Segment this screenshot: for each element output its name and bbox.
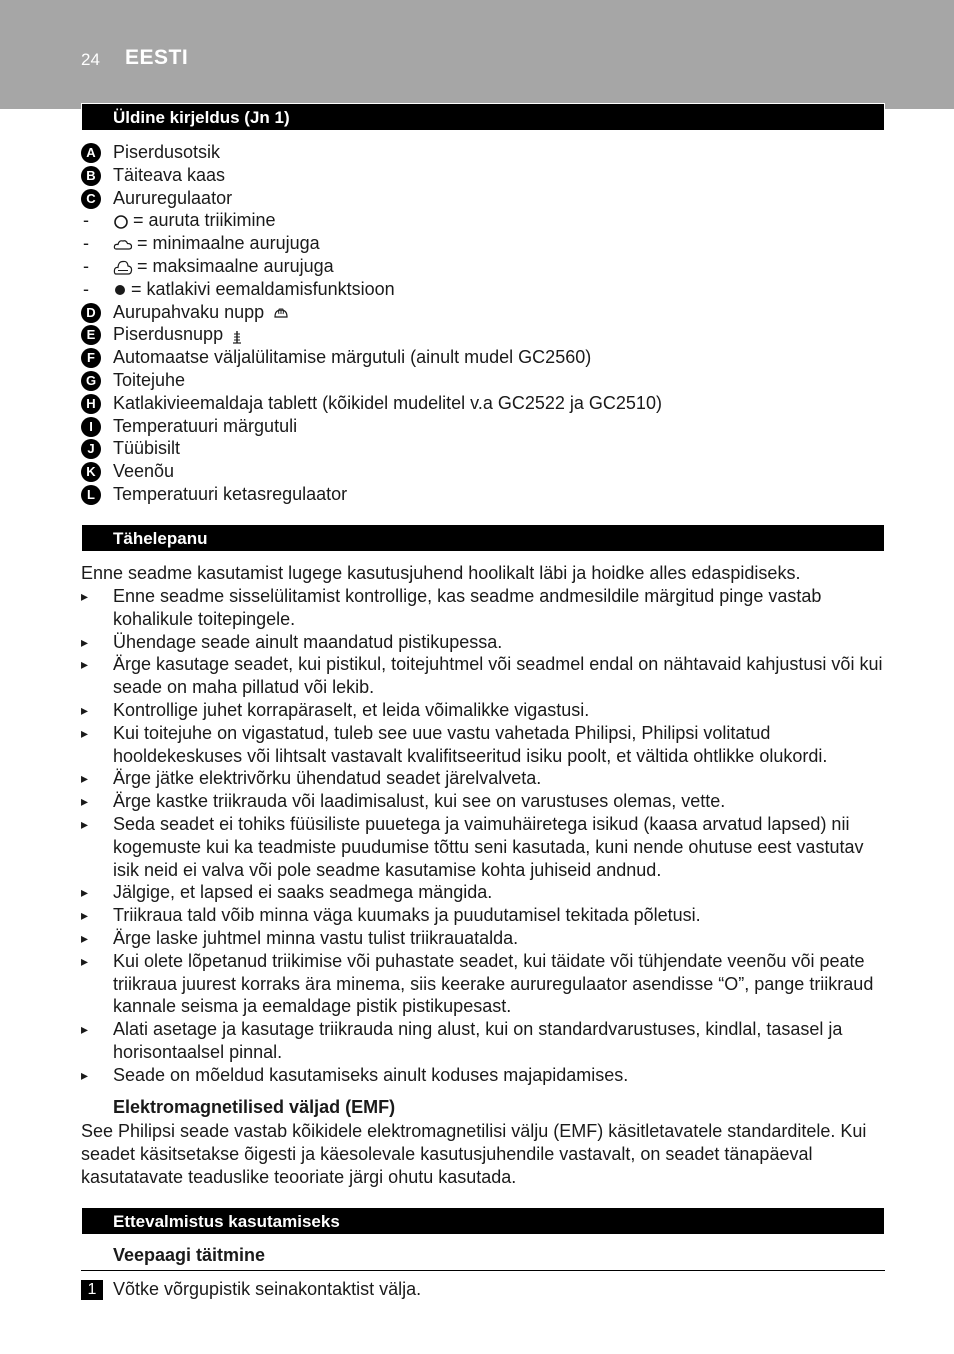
steam-shot-icon <box>273 306 289 320</box>
circle-outline-icon <box>113 214 129 230</box>
part-label: Aurupahvaku nupp <box>113 301 265 322</box>
bullet-arrow-icon: ▸ <box>81 930 89 946</box>
section-title: Tähelepanu <box>113 529 208 548</box>
emf-heading: Elektromagnetilised väljad (EMF) <box>113 1097 396 1117</box>
setting-label: = auruta triikimine <box>133 210 276 231</box>
part-marker: L <box>81 485 101 505</box>
part-marker: K <box>81 462 101 482</box>
part-label: Tüübisilt <box>113 438 181 459</box>
bullet-arrow-icon: ▸ <box>81 884 89 901</box>
bullet-arrow-icon: ▸ <box>81 588 89 604</box>
setting-label: = minimaalne aurujuga <box>137 233 320 254</box>
part-marker: D <box>81 303 101 323</box>
bullet-text: Ärge jätke elektrivõrku ühendatud seadet järelvalveta. <box>113 768 542 789</box>
small-cloud-icon <box>113 236 133 252</box>
page-header <box>0 0 954 109</box>
part-label: Temperatuuri märgutuli <box>113 415 298 436</box>
part-label: Piserdusotsik <box>113 142 221 162</box>
subheading-fill-tank: Veepaagi täitmine <box>113 1245 266 1265</box>
part-marker: J <box>81 439 101 459</box>
bullet-text: Triikraua tald võib minna väga kuumaks ja puudutamisel tekitada põletusi. <box>113 905 701 926</box>
part-label: Katlakivieemaldaja tablett (kõikidel mudelitel v.a GC2522 ja GC2510) <box>113 392 662 413</box>
part-label: Automaatse väljalülitamise märgutuli (ainult mudel GC2560) <box>113 347 592 368</box>
bullet-arrow-icon: ▸ <box>81 770 89 787</box>
part-marker: F <box>81 348 101 368</box>
dash-marker: - <box>83 233 89 254</box>
bullet-arrow-icon: ▸ <box>81 1066 89 1083</box>
bullet-text: Ärge laske juhtmel minna vastu tulist triikrauatalda. <box>113 928 519 948</box>
part-marker: B <box>81 166 101 186</box>
filled-dot-icon <box>113 283 127 297</box>
section-header-description <box>81 103 885 131</box>
page-number: 24 <box>81 50 100 69</box>
bullet-text: Seade on mõeldud kasutamiseks ainult koduses majapidamises. <box>113 1064 629 1085</box>
dash-marker: - <box>83 256 89 276</box>
part-label: Temperatuuri ketasregulaator <box>113 484 348 504</box>
bullet-text: Ärge kasutage seadet, kui pistikul, toitejuhtmel või seadmel endal on nähtavaid kahjustusi või kui seade on maha pillatud või lekib. <box>113 654 883 698</box>
part-marker: I <box>81 417 101 437</box>
bullet-arrow-icon: ▸ <box>81 724 89 741</box>
bullet-text: Kui toitejuhe on vigastatud, tuleb see uue vastu vahetada Philipsi, Philipsi volitatud hooldekeskuses või lihtsalt vastavalt kvalifitseeritud isiku poolt, et vältida ohtlikke olukordi. <box>113 722 828 766</box>
step-text: Võtke võrgupistik seinakontaktist välja. <box>113 1279 422 1299</box>
part-label: Täiteava kaas <box>113 164 226 185</box>
language-title: EESTI <box>125 46 189 69</box>
bullet-text: Ühendage seade ainult maandatud pistikupessa. <box>113 631 503 652</box>
spray-icon <box>232 328 242 344</box>
bullet-arrow-icon: ▸ <box>81 656 89 673</box>
emf-paragraph: See Philipsi seade vastab kõikidele elektromagnetilisi välju (EMF) käsitletavatele standarditele. Kui seadet käsitsetakse õigesti ja käesolevale kasutusjuhendile vastavalt, on seadet tänapäeval kasutatavate teaduslike teooriate järgi ohutu kasutada. <box>81 1121 867 1187</box>
dash-marker: - <box>83 210 89 231</box>
bullet-text: Kontrollige juhet korrapäraselt, et leida võimalikke vigastusi. <box>113 700 590 720</box>
section-title: Üldine kirjeldus (Jn 1) <box>113 108 290 127</box>
bullet-text: Ärge kastke triikrauda või laadimisalust, kui see on varustuses olemas, vette. <box>113 791 726 812</box>
bullet-text: Kui olete lõpetanud triikimise või puhastate seadet, kui täidate või tühjendate veenõu või peate triikraua juurest korraks ära minema, siis keerake aururegulaator asendisse “O”, pange triikraud kannale seisma ja eemaldage pistik pistikupesast. <box>113 950 874 1017</box>
part-label: Aururegulaator <box>113 187 233 208</box>
section-title: Ettevalmistus kasutamiseks <box>113 1212 340 1231</box>
bullet-arrow-icon: ▸ <box>81 1021 89 1038</box>
part-label: Toitejuhe <box>113 370 186 390</box>
bullet-text: Alati asetage ja kasutage triikrauda ning alust, kui on standardvarustuses, kindlal, tasasel ja horisontaalsel pinnal. <box>113 1019 843 1062</box>
part-marker: G <box>81 371 101 391</box>
bullet-arrow-icon: ▸ <box>81 816 89 832</box>
step-number: 1 <box>81 1280 103 1300</box>
bullet-arrow-icon: ▸ <box>81 633 89 650</box>
setting-label: = maksimaalne aurujuga <box>137 256 334 276</box>
bullet-arrow-icon: ▸ <box>81 952 89 969</box>
part-marker: C <box>81 189 101 209</box>
part-marker: H <box>81 394 101 414</box>
bullet-arrow-icon: ▸ <box>81 793 89 810</box>
setting-label: = katlakivi eemaldamisfunktsioon <box>131 278 395 299</box>
part-label: Piserdusnupp <box>113 324 224 345</box>
part-marker: A <box>81 143 101 163</box>
large-cloud-icon <box>113 258 133 276</box>
intro-paragraph: Enne seadme kasutamist lugege kasutusjuhend hoolikalt läbi ja hoidke alles edaspidiseks. <box>81 563 801 583</box>
divider <box>81 1270 885 1271</box>
bullet-text: Jälgige, et lapsed ei saaks seadmega mängida. <box>113 882 493 903</box>
dash-marker: - <box>83 278 89 299</box>
section-header-attention <box>81 524 885 552</box>
bullet-text: Seda seadet ei tohiks füüsiliste puuetega ja vaimuhäiretega isikud (kaasa arvatud lapsed) nii kogemuste kui ka teadmiste puudumise tõttu seni kasutada, kuni nende ohutuse eest vastutav isik neid ei valva või pole seadme kasutamise kohta juhiseid andnud. <box>113 814 864 880</box>
bullet-arrow-icon: ▸ <box>81 907 89 924</box>
bullet-arrow-icon: ▸ <box>81 702 89 718</box>
bullet-text: Enne seadme sisselülitamist kontrollige, kas seadme andmesildile märgitud pinge vastab kohalikule toitepingele. <box>113 586 822 629</box>
part-marker: E <box>81 325 101 345</box>
section-header-preparation <box>81 1207 885 1235</box>
part-label: Veenõu <box>113 461 175 482</box>
